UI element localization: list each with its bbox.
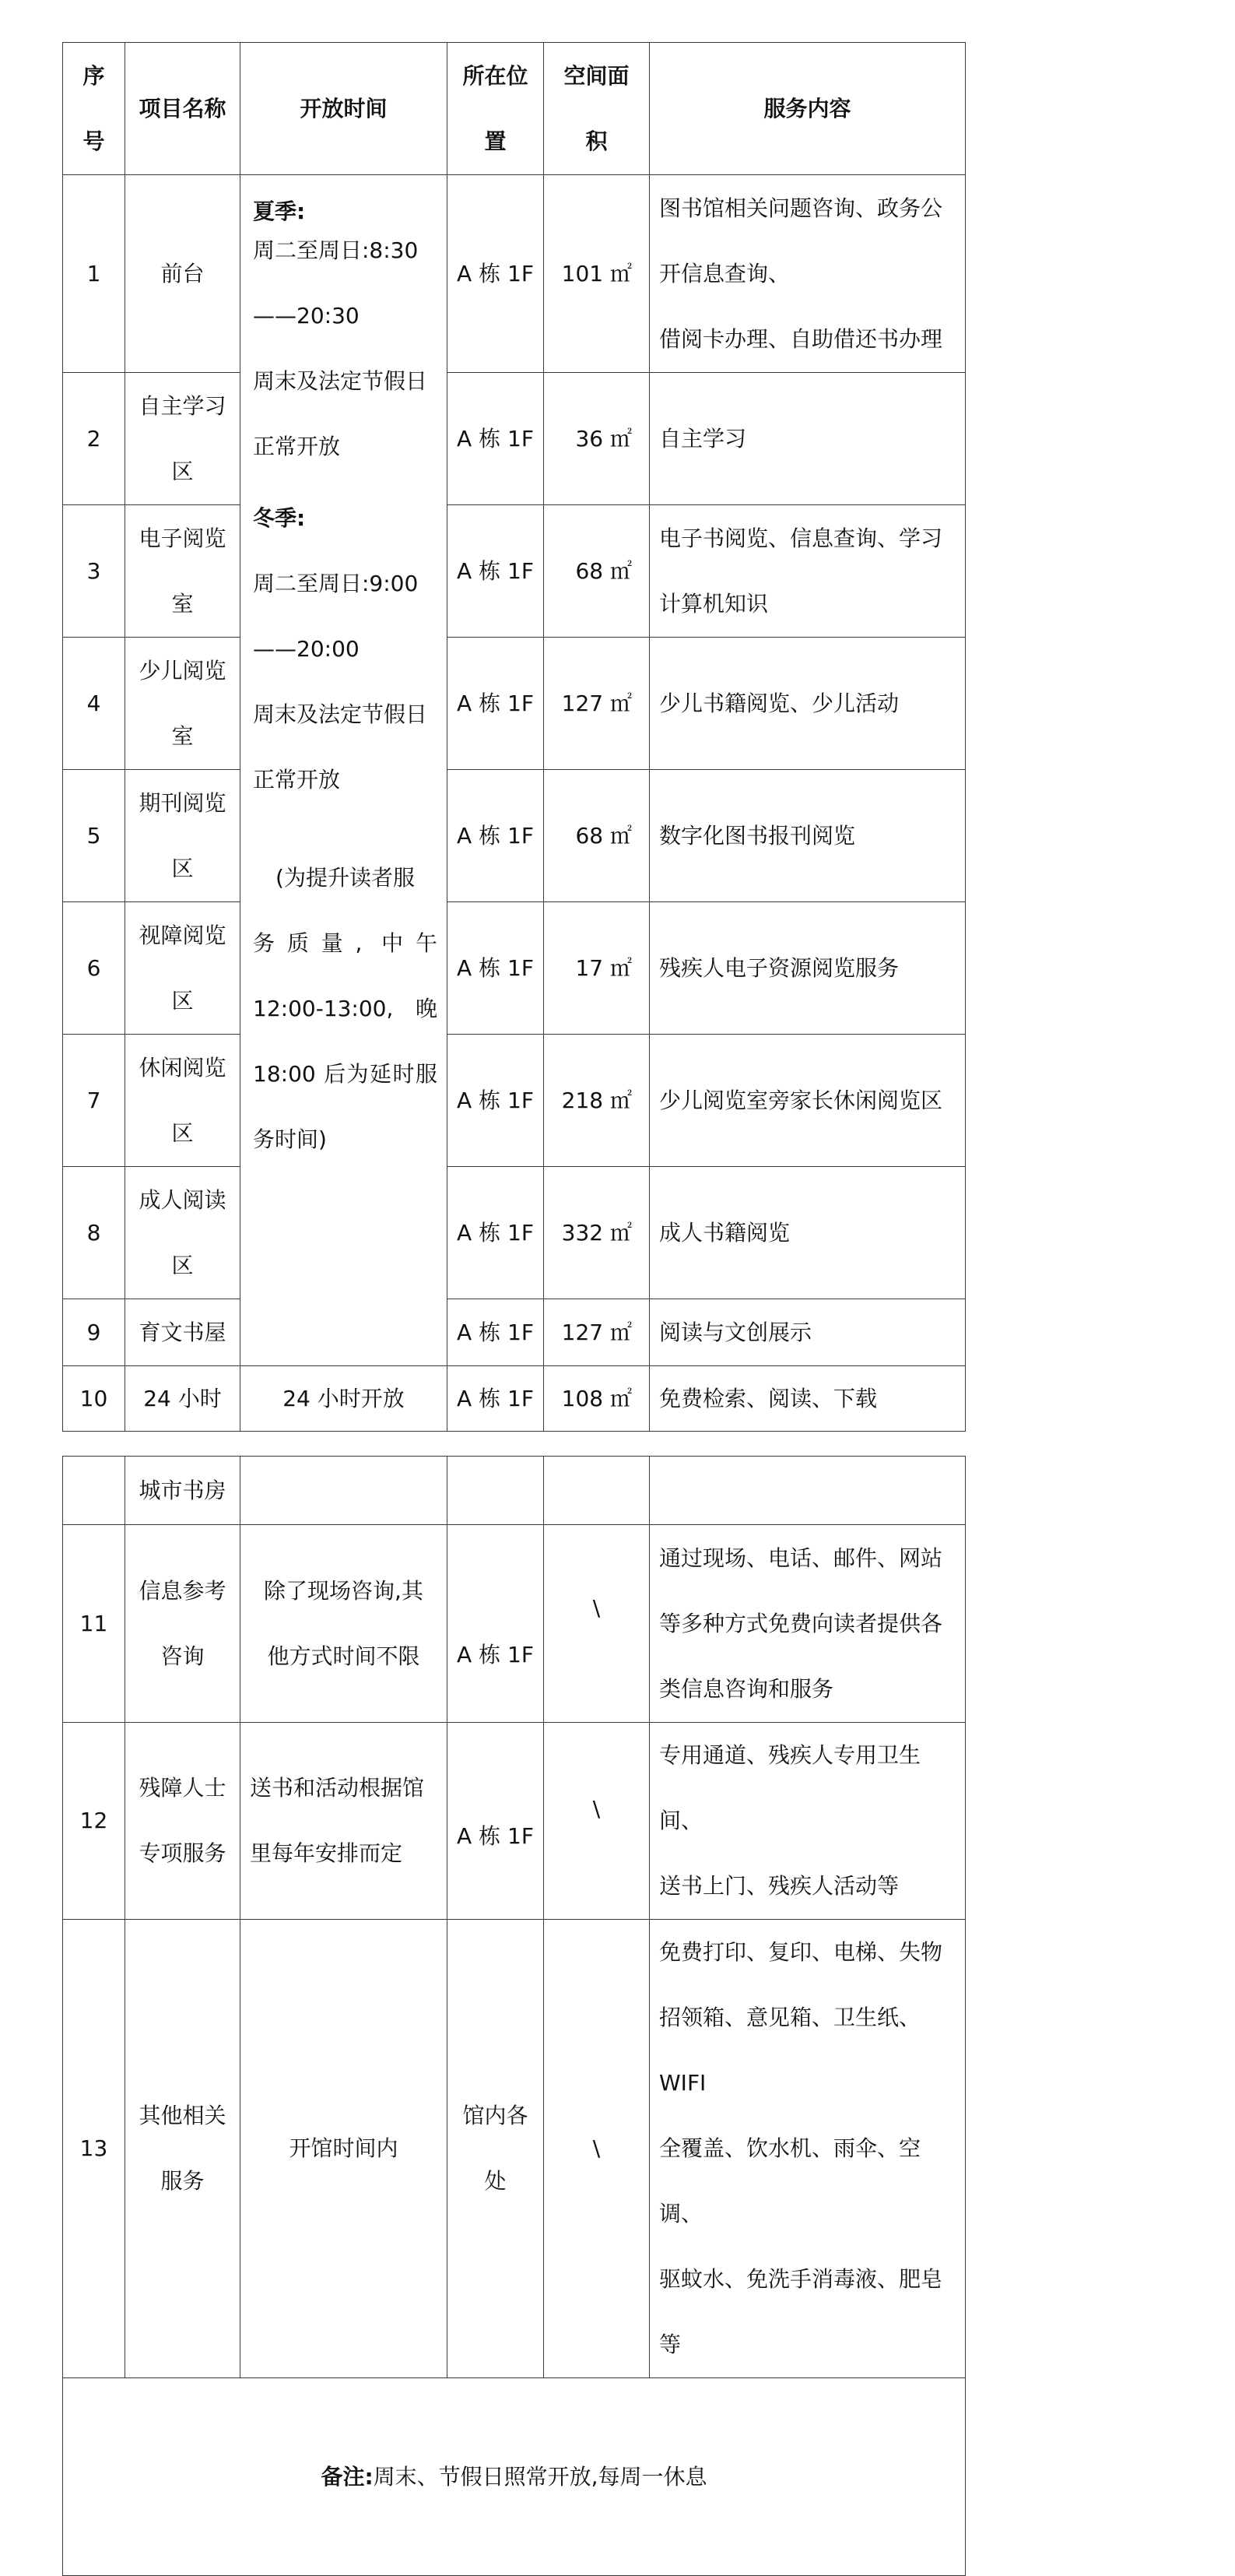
row-services: 成人书籍阅览: [650, 1167, 966, 1299]
row-area: \: [544, 1525, 650, 1723]
row-area: 127 ㎡: [544, 638, 650, 770]
hours-note-3: 12:00-13:00, 晚: [253, 996, 437, 1021]
row-no: [63, 1457, 125, 1525]
header-services: 服务内容: [650, 43, 966, 175]
row-name: 信息参考 咨询: [125, 1525, 240, 1723]
row-services: 数字化图书报刊阅览: [650, 770, 966, 902]
row-no: 5: [63, 770, 125, 902]
winter-weekend: 周末及法定节假日: [253, 701, 428, 727]
table-row: [63, 902, 966, 1035]
table-row: [63, 1299, 966, 1366]
row-no: 8: [63, 1167, 125, 1299]
row-services: 少儿阅览室旁家长休闲阅览区: [650, 1035, 966, 1167]
row-location: A 栋 1F: [447, 638, 544, 770]
row-name: 其他相关 服务: [125, 1920, 240, 2378]
row-location: A 栋 1F: [447, 175, 544, 373]
row-location: A 栋 1F: [447, 1525, 544, 1723]
row-name: 视障阅览 区: [125, 902, 240, 1035]
summer-weekend: 周末及法定节假日: [253, 368, 428, 394]
row-location: A 栋 1F: [447, 1723, 544, 1920]
row-name: 育文书屋: [125, 1299, 240, 1366]
row-no: 2: [63, 373, 125, 505]
row-name: 残障人士 专项服务: [125, 1723, 240, 1920]
row-services: 免费检索、阅读、下载: [650, 1366, 966, 1432]
summer-weekday: 周二至周日:8:30: [253, 237, 419, 263]
row-services: 通过现场、电话、邮件、网站 等多种方式免费向读者提供各 类信息咨询和服务: [650, 1525, 966, 1723]
services-table-part-1: [62, 42, 966, 1432]
row-no: 11: [63, 1525, 125, 1723]
summer-label: 夏季:: [253, 199, 306, 224]
row-area: \: [544, 1723, 650, 1920]
row-name: 期刊阅览 区: [125, 770, 240, 902]
row-no: 13: [63, 1920, 125, 2378]
row-name: 少儿阅览 室: [125, 638, 240, 770]
row-location: A 栋 1F: [447, 505, 544, 638]
header-no: 序号: [63, 43, 125, 175]
footnote-text: 周末、节假日照常开放,每周一休息: [373, 2463, 707, 2490]
row-location: A 栋 1F: [447, 1035, 544, 1167]
hours-note-1: (为提升读者服: [275, 865, 415, 891]
row-location: A 栋 1F: [447, 1366, 544, 1432]
row-location: A 栋 1F: [447, 1299, 544, 1366]
table-row: [63, 638, 966, 770]
row-area: 127 ㎡: [544, 1299, 650, 1366]
row-location: A 栋 1F: [447, 1167, 544, 1299]
row-services: 残疾人电子资源阅览服务: [650, 902, 966, 1035]
row-hours: [240, 1457, 447, 1525]
winter-weekend-2: 正常开放: [253, 767, 341, 792]
row-no: 12: [63, 1723, 125, 1920]
row-name: 休闲阅览 区: [125, 1035, 240, 1167]
hours-note-2: 务质量, 中午: [253, 930, 437, 956]
row-area: 36 ㎡: [544, 373, 650, 505]
row-area: 17 ㎡: [544, 902, 650, 1035]
row-area: 108 ㎡: [544, 1366, 650, 1432]
row-services: 阅读与文创展示: [650, 1299, 966, 1366]
row-hours: 开馆时间内: [240, 1920, 447, 2378]
header-row: [63, 43, 966, 175]
row-services: 专用通道、残疾人专用卫生间、 送书上门、残疾人活动等: [650, 1723, 966, 1920]
table-row: [63, 1723, 966, 1920]
services-table-part-2: [62, 1456, 966, 2576]
row-no: 4: [63, 638, 125, 770]
table-row: [63, 1366, 966, 1432]
row-hours: 24 小时开放: [240, 1366, 447, 1432]
footnote-row: [63, 2378, 966, 2576]
table-row: [63, 1525, 966, 1723]
winter-weekday: 周二至周日:9:00: [253, 571, 419, 596]
row-name: 24 小时: [125, 1366, 240, 1432]
row-services: 图书馆相关问题咨询、政务公 开信息查询、 借阅卡办理、自助借还书办理: [650, 175, 966, 373]
summer-time: ——20:30: [253, 303, 360, 329]
footnote: [63, 2378, 966, 2576]
row-no: 1: [63, 175, 125, 373]
row-name: 前台: [125, 175, 240, 373]
row-location: 馆内各 处: [447, 1920, 544, 2378]
row-location: [447, 1457, 544, 1525]
header-hours: 开放时间: [240, 43, 447, 175]
row-area: [544, 1457, 650, 1525]
row-services: 免费打印、复印、电梯、失物 招领箱、意见箱、卫生纸、WIFI 全覆盖、饮水机、雨伞、空调、 驱蚊水、免洗手消毒液、肥皂 等: [650, 1920, 966, 2378]
row-services: 电子书阅览、信息查询、学习 计算机知识: [650, 505, 966, 638]
header-name: 项目名称: [125, 43, 240, 175]
winter-label: 冬季:: [253, 505, 306, 531]
row-services: [650, 1457, 966, 1525]
hours-note-5: 务时间): [253, 1126, 327, 1152]
row-hours: 除了现场咨询,其 他方式时间不限: [240, 1525, 447, 1723]
row-no: 10: [63, 1366, 125, 1432]
opening-hours-cell: [240, 175, 447, 1366]
hours-note-4: 18:00 后为延时服: [253, 1061, 437, 1087]
table-row: [63, 1167, 966, 1299]
row-hours: 送书和活动根据馆 里每年安排而定: [240, 1723, 447, 1920]
row-area: \: [544, 1920, 650, 2378]
winter-time: ——20:00: [253, 636, 360, 662]
header-area: 空间面积: [544, 43, 650, 175]
row-location: A 栋 1F: [447, 770, 544, 902]
row-area: 218 ㎡: [544, 1035, 650, 1167]
table-row: [63, 373, 966, 505]
table-row-continuation: [63, 1457, 966, 1525]
row-name: 电子阅览 室: [125, 505, 240, 638]
row-area: 68 ㎡: [544, 505, 650, 638]
table-row: [63, 505, 966, 638]
row-no: 3: [63, 505, 125, 638]
row-no: 7: [63, 1035, 125, 1167]
row-location: A 栋 1F: [447, 373, 544, 505]
row-name: 成人阅读 区: [125, 1167, 240, 1299]
table-row: [63, 770, 966, 902]
table-row: [63, 175, 966, 373]
row-no: 9: [63, 1299, 125, 1366]
table-row: [63, 1920, 966, 2378]
row-name: 自主学习 区: [125, 373, 240, 505]
row-name: 城市书房: [125, 1457, 240, 1525]
row-services: 自主学习: [650, 373, 966, 505]
row-no: 6: [63, 902, 125, 1035]
footnote-label: 备注:: [321, 2463, 374, 2490]
row-location: A 栋 1F: [447, 902, 544, 1035]
row-area: 332 ㎡: [544, 1167, 650, 1299]
row-services: 少儿书籍阅览、少儿活动: [650, 638, 966, 770]
header-location: 所在位置: [447, 43, 544, 175]
table-row: [63, 1035, 966, 1167]
row-area: 68 ㎡: [544, 770, 650, 902]
row-area: 101 ㎡: [544, 175, 650, 373]
summer-weekend-2: 正常开放: [253, 434, 341, 459]
